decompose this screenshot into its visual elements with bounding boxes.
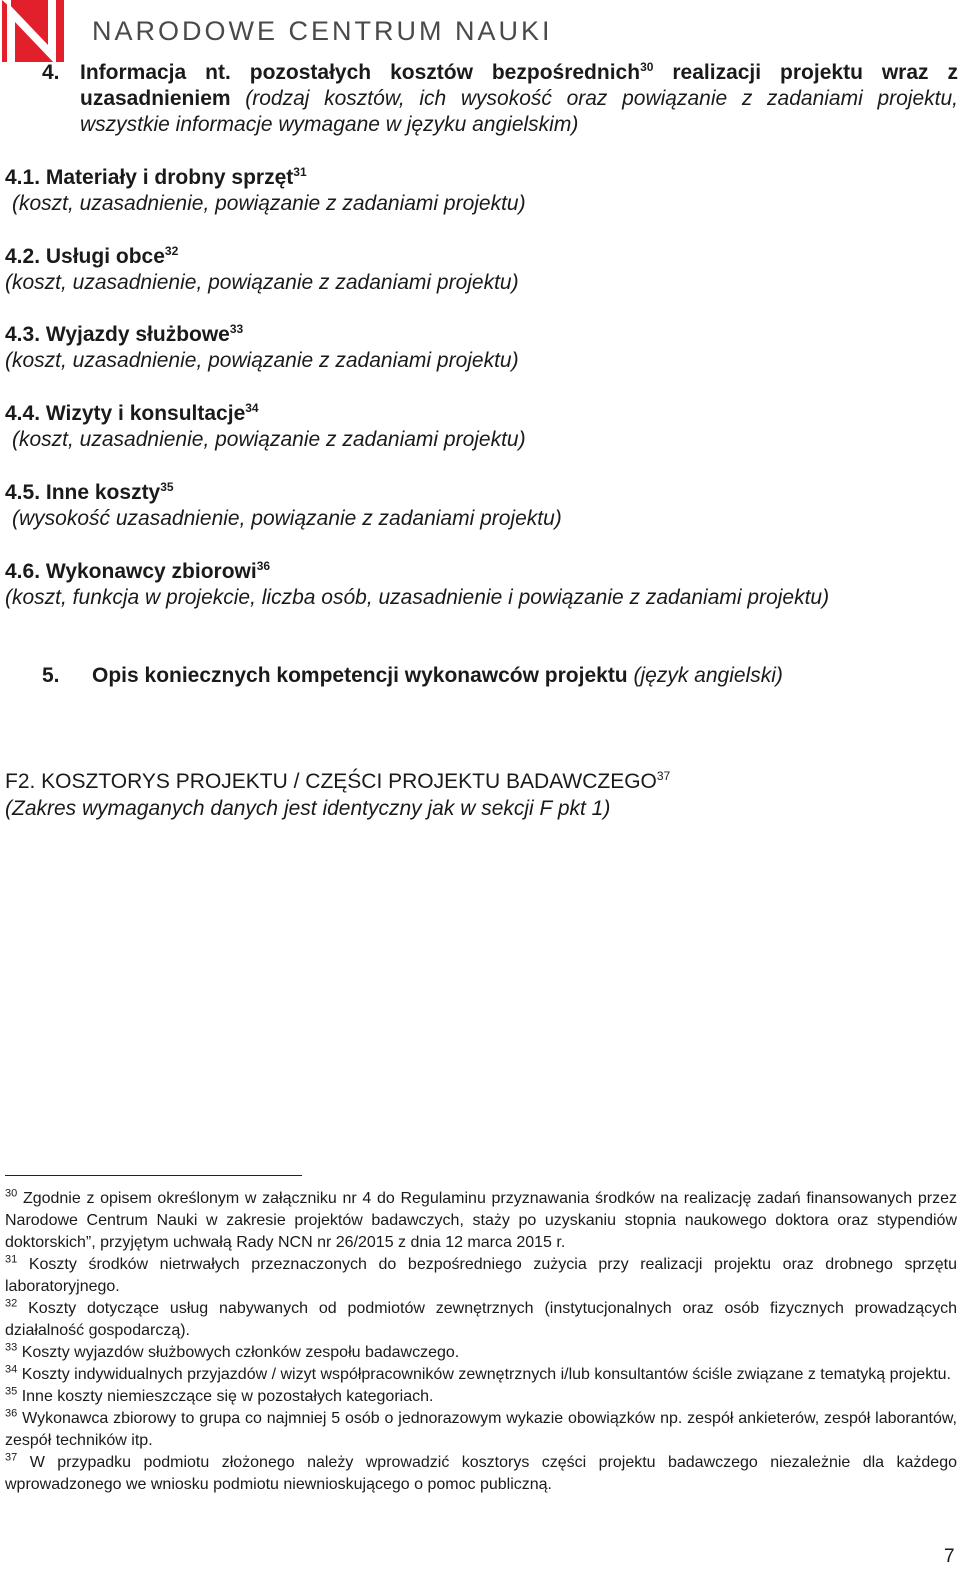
f2-description: (Zakres wymaganych danych jest identyczny jak w sekcji F pkt 1): [5, 797, 611, 820]
subsection-description: (koszt, uzasadnienie, powiązanie z zadaniami projektu): [5, 349, 519, 372]
subsection-number: 4.1.: [5, 166, 41, 189]
footnote-number: 32: [5, 1297, 18, 1310]
subsection-title: Materiały i drobny sprzęt: [45, 166, 294, 189]
footnote-34: [5, 1364, 957, 1386]
subsection-description: (wysokość uzasadnienie, powiązanie z zadaniami projektu): [12, 507, 562, 530]
subsection-description: (koszt, uzasadnienie, powiązanie z zadaniami projektu): [12, 192, 526, 215]
subsection-4-5: [5, 480, 562, 532]
footnote-text: Inne koszty niemieszczące się w pozostałych kategoriach.: [21, 1388, 434, 1405]
footnote-ref-30[interactable]: 30: [640, 60, 654, 74]
section-5: [42, 663, 783, 689]
page-number: 7: [944, 1546, 955, 1567]
footnote-text: W przypadku podmiotu złożonego należy wprowadzić kosztorys części projektu badawczego niezależnie dla każdego wprowadzonego we wniosku podmiotu niewnioskującego o pomoc publiczną.: [5, 1454, 957, 1493]
footnote-number: 31: [5, 1253, 18, 1266]
subsection-description: (koszt, uzasadnienie, powiązanie z zadaniami projektu): [12, 428, 526, 451]
footnote-ref-33[interactable]: 33: [229, 322, 244, 336]
footnote-text: Koszty wyjazdów służbowych członków zespołu badawczego.: [21, 1344, 460, 1361]
subsection-number: 4.4.: [5, 402, 41, 425]
subsection-description: (koszt, uzasadnienie, powiązanie z zadaniami projektu): [5, 271, 519, 294]
footnotes: [5, 1188, 957, 1496]
subsection-4-1: [5, 165, 526, 217]
footnote-ref-35[interactable]: 35: [160, 480, 174, 494]
footnote-text: Zgodnie z opisem określonym w załączniku nr 4 do Regulaminu przyznawania środków na realizację zadań finansowanych przez Narodowe Centrum Nauki w zakresie projektów badawczych, staży po uzyskaniu stopnia naukowego doktora oraz stypendiów doktorskich”, przyjętym uchwałą Rady NCN nr 26/2015 z dnia 12 marca 2015 r.: [5, 1190, 957, 1251]
brand-name: NARODOWE CENTRUM NAUKI: [92, 16, 553, 46]
subsection-4-2: [5, 244, 519, 296]
subsection-number: 4.5.: [5, 481, 41, 504]
section-4: [42, 60, 958, 138]
footnote-ref-36[interactable]: 36: [256, 559, 271, 573]
footnote-ref-31[interactable]: 31: [293, 165, 307, 179]
footnote-37: [5, 1452, 957, 1496]
subsection-title: Inne koszty: [45, 481, 161, 504]
section-5-description: (język angielski): [633, 664, 783, 687]
footnote-36: [5, 1408, 957, 1452]
subsection-title: Usługi obce: [45, 245, 165, 268]
section-5-title: Opis koniecznych kompetencji wykonawców projektu: [92, 664, 628, 687]
footnote-number: 35: [5, 1385, 18, 1398]
footnote-text: Wykonawca zbiorowy to grupa co najmniej 5 osób o jednorazowym wykazie obowiązków np. zespół ankieterów, zespół laborantów, zespół techników itp.: [5, 1410, 957, 1449]
subsection-title: Wyjazdy służbowe: [45, 323, 230, 346]
subsection-4-3: [5, 322, 519, 374]
subsection-description: (koszt, funkcja w projekcie, liczba osób, uzasadnienie i powiązanie z zadaniami projektu): [5, 586, 830, 609]
subsection-number: 4.2.: [5, 245, 41, 268]
footnote-number: 30: [5, 1187, 18, 1200]
footnote-35: [5, 1386, 957, 1408]
section-4-title-tail: realizacji projektu wraz z uzasadnieniem: [80, 61, 958, 110]
footnote-separator: [5, 1175, 302, 1176]
f2-title: F2. KOSZTORYS PROJEKTU / CZĘŚCI PROJEKTU BADAWCZEGO: [5, 770, 657, 793]
footnote-number: 36: [5, 1407, 18, 1420]
footnote-number: 34: [5, 1363, 18, 1376]
section-4-title: Informacja nt. pozostałych kosztów bezpośrednich: [80, 61, 641, 84]
subsection-title: Wykonawcy zbiorowi: [45, 560, 257, 583]
footnote-text: Koszty indywidualnych przyjazdów / wizyt współpracowników zewnętrznych i/lub konsultantów ściśle związane z tematyką projektu.: [21, 1366, 951, 1383]
footnote-ref-34[interactable]: 34: [245, 401, 259, 415]
footnote-ref-32[interactable]: 32: [164, 244, 179, 258]
section-4-description: (rodzaj kosztów, ich wysokość oraz powiązanie z zadaniami projektu, wszystkie informacje wymagane w języku angielskim): [80, 87, 958, 136]
footnote-30: [5, 1188, 957, 1254]
section-4-number: 4.: [42, 61, 60, 84]
subsection-number: 4.6.: [5, 560, 41, 583]
subsection-number: 4.3.: [5, 323, 41, 346]
footnote-text: Koszty dotyczące usług nabywanych od podmiotów zewnętrznych (instytucjonalnych oraz osób fizycznych prowadzących działalność gospodarczą).: [5, 1300, 957, 1339]
ncn-logo-icon: [2, 0, 64, 62]
subsection-4-6: [5, 559, 829, 611]
subsection-title: Wizyty i konsultacje: [45, 402, 246, 425]
footnote-ref-37[interactable]: 37: [656, 769, 671, 783]
subsection-4-4: [5, 401, 526, 453]
footnote-31: [5, 1254, 957, 1298]
footnote-number: 33: [5, 1341, 18, 1354]
section-5-number: 5.: [42, 664, 60, 687]
footnote-33: [5, 1342, 957, 1364]
footnote-text: Koszty środków nietrwałych przeznaczonych do bezpośredniego zużycia przy realizacji projektu oraz drobnego sprzętu laboratoryjnego.: [5, 1256, 957, 1295]
section-f2: [5, 768, 670, 822]
footnote-number: 37: [5, 1451, 18, 1464]
footnote-32: [5, 1298, 957, 1342]
